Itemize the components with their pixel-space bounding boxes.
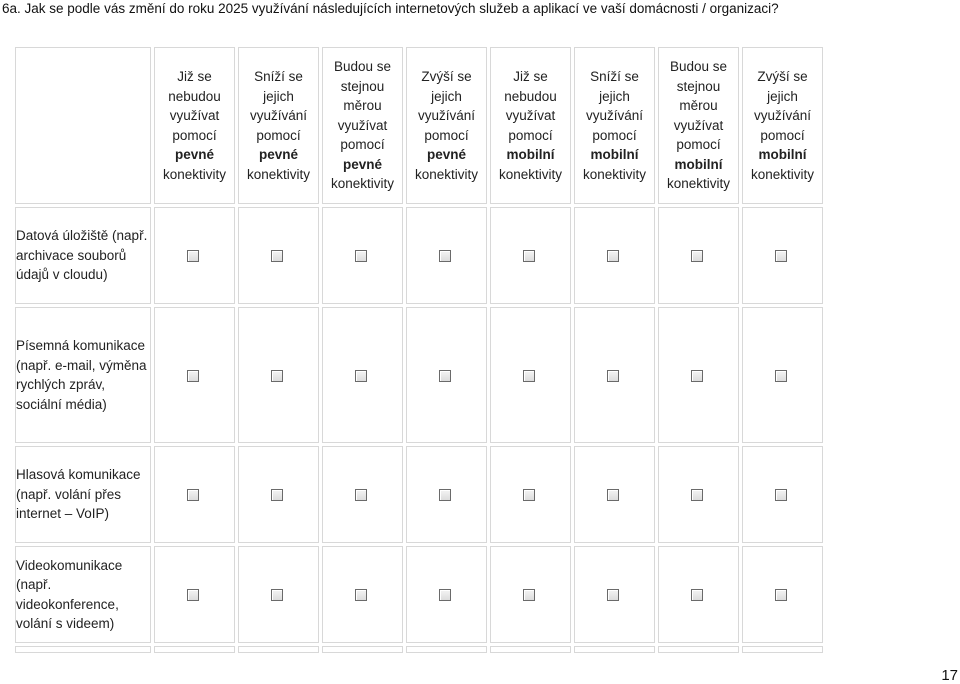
answer-cell [406,207,487,304]
answer-cell [406,307,487,443]
column-header [574,47,655,204]
column-header [322,47,403,204]
column-header-text: konektivity [582,166,647,182]
checkbox[interactable] [607,489,619,501]
checkbox[interactable] [439,589,451,601]
answer-cell [658,546,739,643]
checkbox[interactable] [355,250,367,262]
column-header-text: konektivity [330,176,395,192]
answer-cell [322,646,403,653]
column-header-text: konektivity [498,166,563,182]
checkbox[interactable] [271,250,283,262]
checkbox[interactable] [607,250,619,262]
checkbox[interactable] [775,589,787,601]
checkbox[interactable] [355,489,367,501]
checkbox[interactable] [355,370,367,382]
checkbox[interactable] [607,370,619,382]
checkbox[interactable] [523,370,535,382]
answer-cell [238,307,319,443]
column-header-strong: mobilní [674,156,723,172]
answer-cell [658,446,739,543]
row-label-empty [15,646,151,653]
column-header-text: Zvýší se jejich využívání pomocí [417,69,476,143]
answer-cell [238,207,319,304]
table-row [15,446,823,543]
checkbox[interactable] [271,489,283,501]
checkbox[interactable] [775,250,787,262]
answer-cell [742,546,823,643]
row-label: Datová úložiště (např. archivace souborů údajů v cloudu) [15,207,151,304]
answer-cell [574,646,655,653]
answer-cell [154,307,235,443]
checkbox[interactable] [607,589,619,601]
checkbox[interactable] [691,370,703,382]
answer-cell [406,446,487,543]
checkbox[interactable] [439,489,451,501]
answer-cell [154,646,235,653]
checkbox[interactable] [691,250,703,262]
answer-cell [238,646,319,653]
answer-cell [574,446,655,543]
answer-cell [406,646,487,653]
column-header [742,47,823,204]
column-header-text: Budou se stejnou měrou využívat pomocí [669,59,728,153]
answer-cell [574,207,655,304]
answer-cell [490,546,571,643]
table-row [15,546,823,643]
page-number: 17 [941,667,958,684]
column-header-text: Zvýší se jejich využívání pomocí [753,69,812,143]
survey-matrix [12,44,826,656]
column-header-text: konektivity [162,166,227,182]
column-header-strong: pevné [174,147,215,162]
answer-cell [322,546,403,643]
answer-cell [658,307,739,443]
column-header-text: Budou se stejnou měrou využívat pomocí [333,59,392,153]
column-header-text: Již se nebudou využívat pomocí [168,69,221,143]
answer-cell [742,207,823,304]
answer-cell [322,207,403,304]
answer-cell [658,207,739,304]
checkbox[interactable] [523,250,535,262]
checkbox[interactable] [691,489,703,501]
answer-cell [322,307,403,443]
header-row [15,47,823,204]
column-header-text: Sníží se jejich využívání pomocí [585,69,644,143]
checkbox[interactable] [355,589,367,601]
checkbox[interactable] [439,370,451,382]
answer-cell [742,646,823,653]
column-header [406,47,487,204]
answer-cell [490,207,571,304]
checkbox[interactable] [775,370,787,382]
answer-cell [490,307,571,443]
checkbox[interactable] [187,250,199,262]
corner-cell [15,47,151,204]
checkbox[interactable] [187,370,199,382]
row-label: Hlasová komunikace (např. volání přes internet – VoIP) [15,446,151,543]
checkbox[interactable] [187,589,199,601]
row-label: Videokomunikace (např. videokonference, volání s videem) [15,546,151,643]
answer-cell [490,646,571,653]
answer-cell [406,546,487,643]
answer-cell [742,446,823,543]
column-header-strong: mobilní [758,147,807,162]
answer-cell [658,646,739,653]
question-text: 6a. Jak se podle vás změní do roku 2025 využívání následujících internetových služeb a aplikací ve vaší domácnosti / organizaci? [2,1,779,16]
table-row [15,307,823,443]
answer-cell [154,207,235,304]
column-header [238,47,319,204]
column-header-text: Sníží se jejich využívání pomocí [249,69,308,143]
answer-cell [574,546,655,643]
column-header [658,47,739,204]
column-header-text: konektivity [246,166,311,182]
answer-cell [238,546,319,643]
checkbox[interactable] [439,250,451,262]
checkbox[interactable] [523,489,535,501]
column-header-strong: pevné [342,156,383,172]
row-label: Písemná komunikace (např. e-mail, výměna rychlých zpráv, sociální média) [15,307,151,443]
column-header-text: konektivity [666,176,731,192]
column-header-text: Již se nebudou využívat pomocí [504,69,557,143]
answer-cell [154,446,235,543]
answer-cell [322,446,403,543]
column-header-strong: mobilní [506,147,555,162]
column-header-strong: pevné [426,147,467,162]
checkbox[interactable] [775,489,787,501]
checkbox[interactable] [691,589,703,601]
column-header [490,47,571,204]
checkbox[interactable] [187,489,199,501]
column-header-text: konektivity [414,166,479,182]
column-header [154,47,235,204]
checkbox[interactable] [271,370,283,382]
column-header-strong: mobilní [590,147,639,162]
answer-cell [154,546,235,643]
checkbox[interactable] [523,589,535,601]
answer-cell [490,446,571,543]
table-row-partial [15,646,823,653]
column-header-strong: pevné [258,147,299,162]
answer-cell [574,307,655,443]
answer-cell [238,446,319,543]
column-header-text: konektivity [750,166,815,182]
table-row [15,207,823,304]
checkbox[interactable] [271,589,283,601]
answer-cell [742,307,823,443]
